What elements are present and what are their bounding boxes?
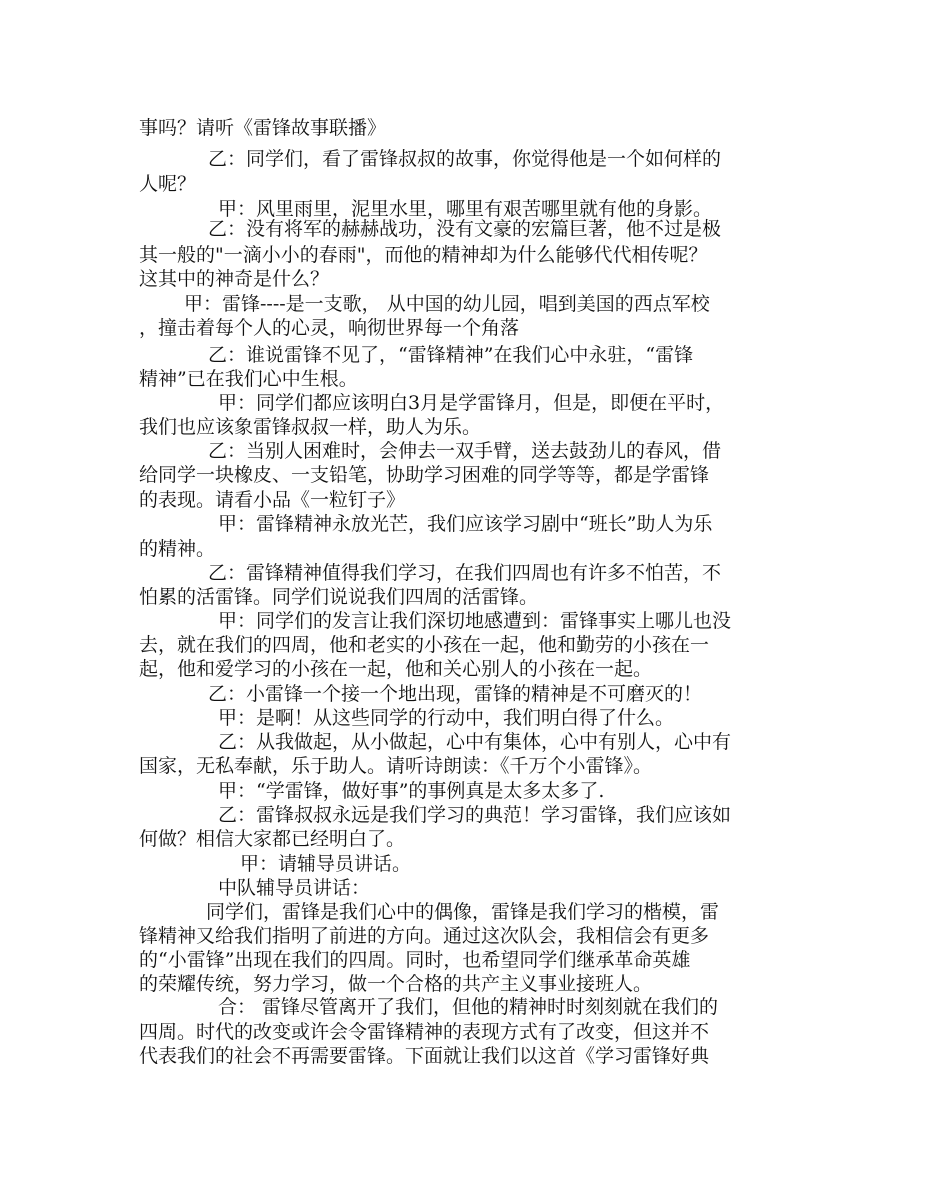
text-line: 给同学一块橡皮、一支铅笔，协助学习困难的同学等等，都是学雷锋 <box>139 464 710 486</box>
text-line: 去，就在我们的四周，他和老实的小孩在一起，他和勤劳的小孩在一 <box>139 634 710 656</box>
text-line: 甲：请辅导员讲话。 <box>240 853 412 875</box>
text-line: 四周。时代的改变或许会令雷锋精神的表现方式有了改变，但这并不 <box>139 1021 710 1043</box>
text-line: 代表我们的社会不再需要雷锋。下面就让我们以这首《学习雷锋好典 <box>139 1045 710 1067</box>
text-line: 同学们，雷锋是我们心中的偶像，雷锋是我们学习的楷模，雷 <box>206 901 720 923</box>
text-line: 事吗？请听《雷锋故事联播》 <box>139 117 387 139</box>
text-line: 锋精神又给我们指明了前进的方向。通过这次队会，我相信会有更多 <box>139 925 710 947</box>
text-line: 乙：谁说雷锋不见了，“雷锋精神”在我们心中永驻，“雷锋 <box>208 344 694 366</box>
text-line: 乙：雷锋精神值得我们学习，在我们四周也有许多不怕苦，不 <box>208 562 722 584</box>
text-line: 国家，无私奉献，乐于助人。请听诗朗读：《千万个小雷锋》。 <box>139 755 653 777</box>
text-line: 中队辅导员讲话： <box>218 877 371 899</box>
text-line: 起，他和爱学习的小孩在一起，他和关心别人的小孩在一起。 <box>139 658 653 680</box>
text-line: 合： 雷锋尽管离开了我们，但他的精神时时刻刻就在我们的 <box>218 996 719 1018</box>
text-line: 甲：是啊！从这些同学的行动中，我们明白得了什么。 <box>218 707 675 729</box>
text-line: 乙：当别人困难时，会伸去一双手臂，送去鼓劲儿的春风，借 <box>208 440 722 462</box>
text-line: 人呢？ <box>139 173 197 195</box>
text-line: 的“小雷锋”出现在我们的四周。同时，也希望同学们继承革命英雄 <box>139 949 691 971</box>
text-line: 甲：雷锋精神永放光芒，我们应该学习剧中“班长”助人为乐 <box>218 513 713 535</box>
text-line: 乙：雷锋叔叔永远是我们学习的典范！学习雷锋，我们应该如 <box>218 804 732 826</box>
text-line: 甲：同学们都应该明白3月是学雷锋月，但是，即便在平时， <box>218 392 725 414</box>
text-line: 乙：从我做起，从小做起，心中有集体，心中有别人，心中有 <box>218 731 732 753</box>
text-line: 甲：“学雷锋，做好事”的事例真是太多太多了. <box>218 780 605 802</box>
text-line: ，撞击着每个人的心灵，响彻世界每一个角落 <box>139 317 520 339</box>
text-line: 怕累的活雷锋。同学们说说我们四周的活雷锋。 <box>139 586 539 608</box>
text-line: 甲：风里雨里，泥里水里，哪里有艰苦哪里就有他的身影。 <box>218 198 713 220</box>
text-line: 这其中的神奇是什么？ <box>139 268 330 290</box>
text-line: 其一般的"一滴小小的春雨"，而他的精神却为什么能够代代相传呢？ <box>139 244 708 266</box>
text-line: 的表现。请看小品《一粒钉子》 <box>139 489 406 511</box>
text-line: 精神”已在我们心中生根。 <box>139 368 358 390</box>
text-line: 我们也应该象雷锋叔叔一样，助人为乐。 <box>139 416 482 438</box>
text-line: 乙：小雷锋一个接一个地出现，雷锋的精神是不可磨灭的！ <box>208 683 703 705</box>
text-line: 乙：同学们，看了雷锋叔叔的故事，你觉得他是一个如何样的 <box>208 148 722 170</box>
text-line: 的精神。 <box>139 538 216 560</box>
text-line: 的荣耀传统，努力学习，做一个合格的共产主义事业接班人。 <box>139 973 653 995</box>
text-line: 甲：同学们的发言让我们深切地感遭到：雷锋事实上哪儿也没 <box>218 610 732 632</box>
text-line: 乙：没有将军的赫赫战功，没有文豪的宏篇巨著，他不过是极 <box>208 218 722 240</box>
text-line: 甲：雷锋----是一支歌， 从中国的幼儿园，唱到美国的西点军校 <box>184 293 710 315</box>
text-line: 何做？相信大家都已经明白了。 <box>139 828 406 850</box>
